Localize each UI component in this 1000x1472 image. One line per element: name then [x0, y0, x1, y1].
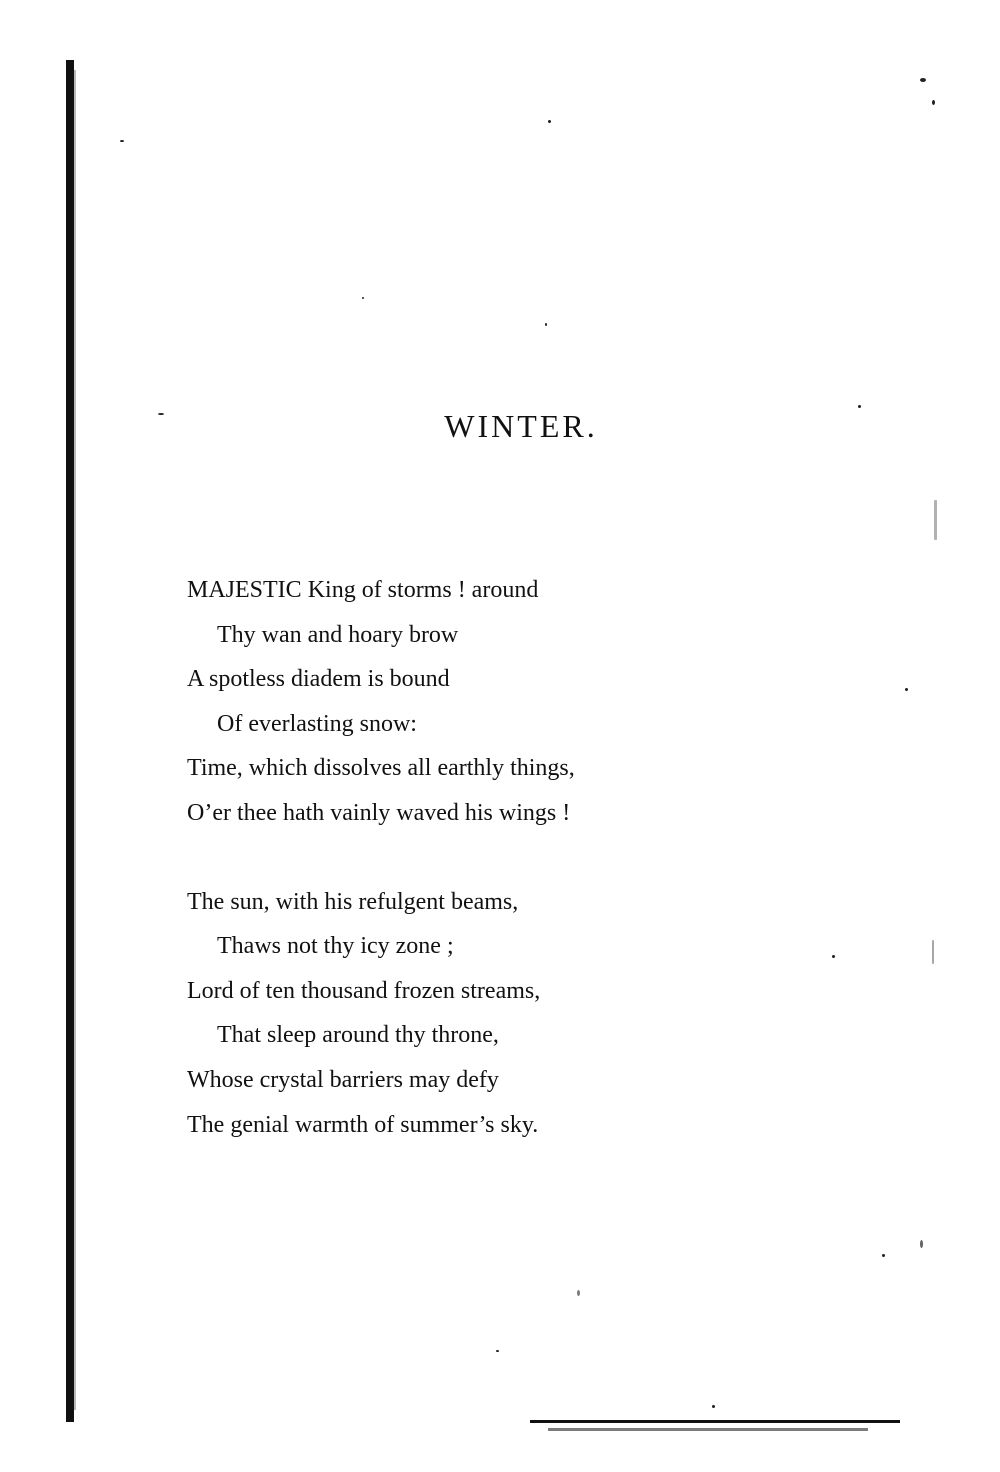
poem-line: Lord of ten thousand frozen streams,: [187, 977, 541, 1004]
scan-speck: [496, 1350, 499, 1352]
binding-edge-rule: [66, 60, 74, 1422]
poem-title: WINTER.: [444, 408, 598, 444]
binding-edge-shadow: [74, 70, 76, 1410]
poem-body: [187, 568, 747, 1191]
scan-speck: [577, 1290, 580, 1296]
scan-speck: [932, 100, 935, 105]
stanza-2: [187, 880, 747, 1148]
scan-speck: [905, 688, 908, 691]
scan-speck: [545, 323, 547, 326]
scan-speck: [932, 940, 934, 964]
scan-speck: [120, 140, 124, 142]
scan-speck: [858, 405, 861, 408]
first-line-rest: King of storms ! around: [301, 577, 539, 603]
bottom-edge-rule: [530, 1420, 900, 1423]
scan-speck: [920, 1240, 923, 1248]
poem-line: The genial warmth of summer’s sky.: [187, 1111, 539, 1138]
scan-speck: [934, 500, 937, 540]
stanza-1: [187, 568, 747, 836]
poem-line: Thy wan and hoary brow: [217, 621, 459, 648]
poem-line: The sun, with his refulgent beams,: [187, 888, 519, 915]
poem-line: A spotless diadem is bound: [187, 666, 450, 693]
scan-speck: [712, 1405, 715, 1408]
poem-line: Time, which dissolves all earthly things,: [187, 755, 575, 782]
bottom-edge-rule-shadow: [548, 1428, 868, 1431]
scan-speck: [548, 120, 551, 123]
scan-speck: [362, 297, 364, 299]
poem-line: Whose crystal barriers may defy: [187, 1066, 499, 1093]
first-word-smallcaps: MAJESTIC: [187, 577, 302, 603]
poem-line: Thaws not thy icy zone ;: [217, 933, 454, 960]
scan-speck: [882, 1254, 885, 1257]
scan-speck: [920, 78, 926, 82]
poem-line: Of everlasting snow:: [217, 710, 417, 737]
poem-line: [187, 568, 747, 613]
poem-line: That sleep around thy throne,: [217, 1022, 499, 1049]
scan-speck: [158, 413, 164, 415]
poem-line: O’er thee hath vainly waved his wings !: [187, 799, 571, 826]
scan-speck: [832, 955, 835, 958]
